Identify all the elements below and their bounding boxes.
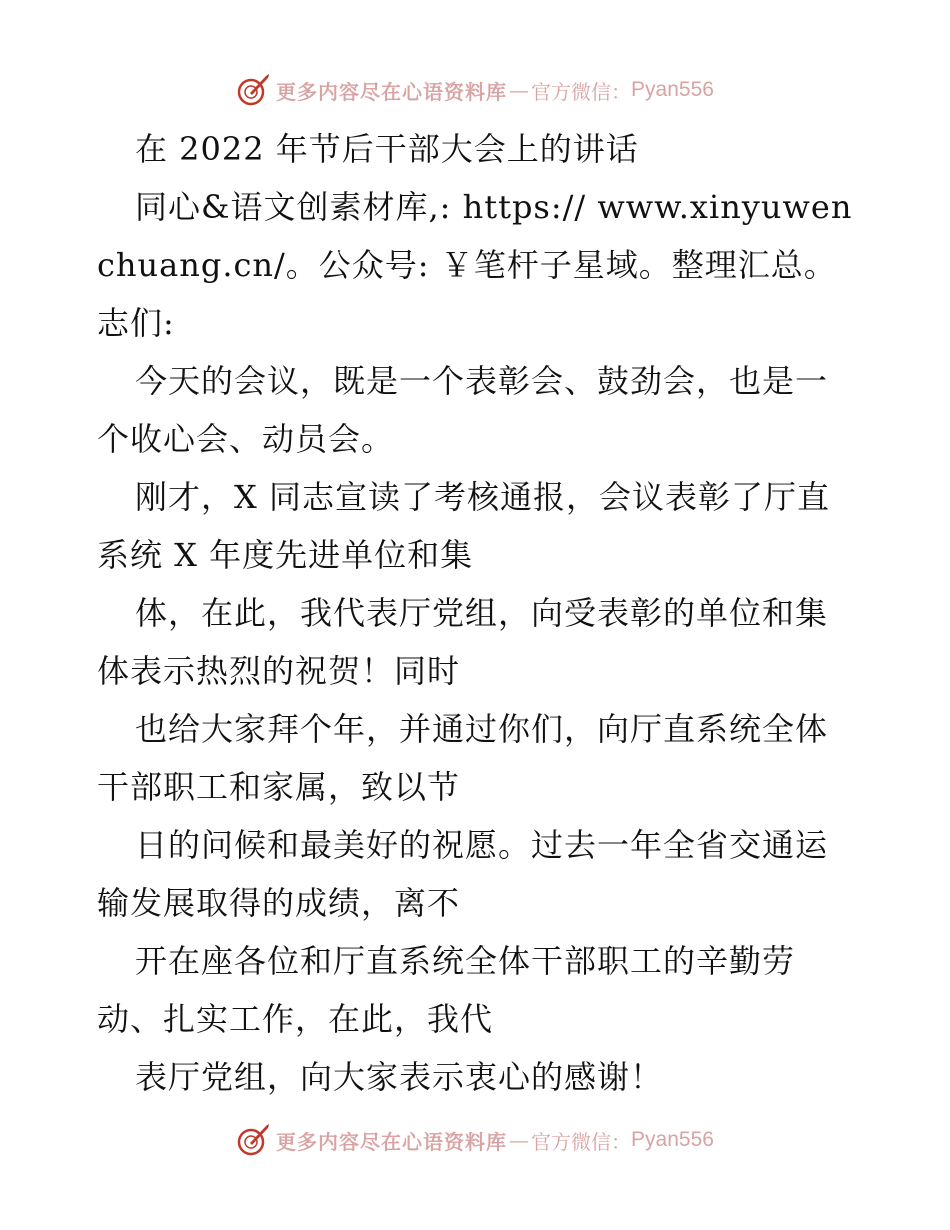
footer-banner (0, 1120, 950, 1160)
paragraph: 表厅党组，向大家表示衷心的感谢！ (135, 1058, 664, 1096)
banner-separator: — (509, 78, 530, 102)
banner-wechat-id: Pyan556 (631, 78, 714, 101)
quill-logo-icon (236, 1123, 270, 1157)
document-body (97, 120, 857, 1106)
paragraph: 刚才，X 同志宣读了考核通报，会议表彰了厅直系统 X 年度先进单位和集 (97, 478, 830, 574)
banner-site-name: 更多内容尽在心语资料库 (276, 79, 508, 104)
paragraph: 也给大家拜个年，并通过你们，向厅直系统全体干部职工和家属，致以节 (97, 710, 829, 806)
banner-wechat-id: Pyan556 (631, 1128, 714, 1151)
header-banner (0, 70, 950, 110)
quill-logo-icon (236, 73, 270, 107)
paragraph: 今天的会议，既是一个表彰会、鼓劲会，也是一个收心会、动员会。 (97, 362, 829, 458)
paragraph: 开在座各位和厅直系统全体干部职工的辛勤劳动、扎实工作，在此，我代 (97, 942, 796, 1038)
banner-wechat-label: 官方微信： (531, 79, 632, 104)
document-title: 在 2022 年节后干部大会上的讲话 (135, 130, 639, 168)
paragraph: 体，在此，我代表厅党组，向受表彰的单位和集体表示热烈的祝贺！同时 (97, 594, 829, 690)
paragraph: 日的问候和最美好的祝愿。过去一年全省交通运输发展取得的成绩，离不 (97, 826, 829, 922)
banner-wechat-label: 官方微信： (531, 1129, 632, 1154)
source-line: 同心&语文创素材库,: https:// www.xinyuwenchuang.cn/。公众号: ￥笔杆子星域。整理汇总。志们: (97, 188, 853, 342)
banner-separator: — (509, 1128, 530, 1152)
banner-site-name: 更多内容尽在心语资料库 (276, 1129, 508, 1154)
